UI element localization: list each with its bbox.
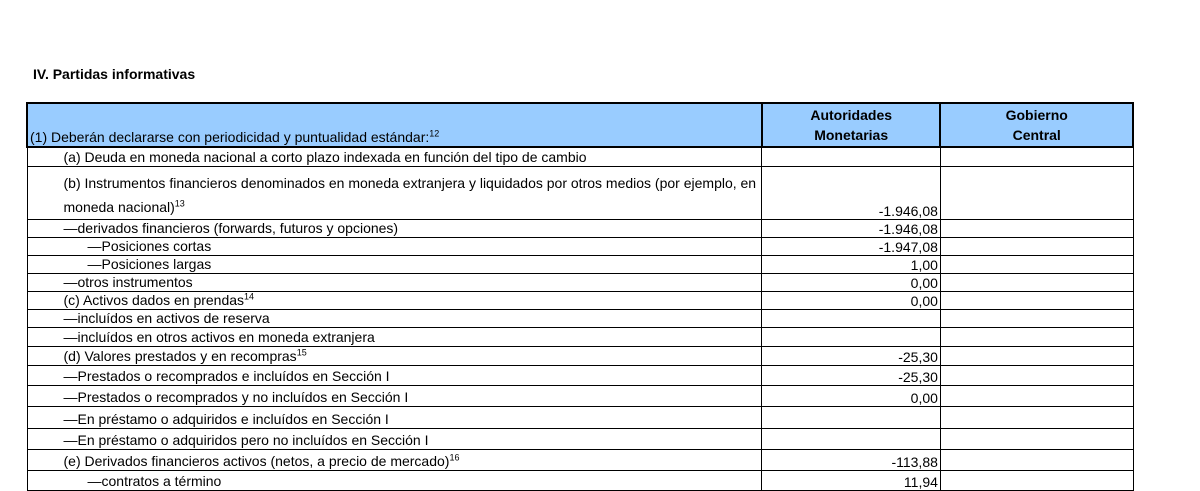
row-label: (c) Activos dados en prendas$^{14}$ xyxy=(27,291,762,309)
row-label: (b) Instrumentos financieros denominados en moneda extranjera y liquidados por otros medios (por ejemplo, en moneda nacional)$^{13}$ xyxy=(27,166,762,219)
header-central-government xyxy=(940,103,1133,147)
row-label: —En préstamo o adquiridos pero no incluídos en Sección I xyxy=(27,428,762,449)
header-label-cell xyxy=(27,103,762,147)
table-row xyxy=(27,449,1133,470)
row-am-value: -1.946,08 xyxy=(762,166,940,219)
header-col1-line1: Autoridades xyxy=(810,107,893,123)
row-am-value xyxy=(762,327,940,346)
header-footnote: 12 xyxy=(429,128,440,139)
row-label: —contratos a término xyxy=(27,470,762,490)
table-row xyxy=(27,346,1133,365)
table-row xyxy=(27,327,1133,346)
row-label: (d) Valores prestados y en recompras$^{15}$ xyxy=(27,346,762,365)
table-row xyxy=(27,428,1133,449)
row-am-value xyxy=(762,406,940,428)
table-row xyxy=(27,470,1133,490)
header-label: (1) Deberán declararse con periodicidad y puntualidad estándar: xyxy=(30,129,430,145)
row-label: —Posiciones cortas xyxy=(27,237,762,255)
row-am-value xyxy=(762,147,940,166)
row-am-value: -1.947,08 xyxy=(762,237,940,255)
table-row xyxy=(27,219,1133,237)
row-gc-value xyxy=(940,327,1133,346)
table-row xyxy=(27,365,1133,385)
row-gc-value xyxy=(940,346,1133,365)
row-label: —incluídos en activos de reserva xyxy=(27,309,762,327)
row-am-value: 0,00 xyxy=(762,291,940,309)
row-gc-value xyxy=(940,428,1133,449)
row-gc-value xyxy=(940,406,1133,428)
row-gc-value xyxy=(940,166,1133,219)
row-gc-value xyxy=(940,365,1133,385)
header-col1-line2: Monetarias xyxy=(814,127,889,143)
row-gc-value xyxy=(940,470,1133,490)
row-am-value: 11,94 xyxy=(762,470,940,490)
table-row xyxy=(27,237,1133,255)
row-am-value xyxy=(762,428,940,449)
row-gc-value xyxy=(940,147,1133,166)
header-monetary-authorities xyxy=(762,103,940,147)
table-row xyxy=(27,385,1133,406)
row-gc-value xyxy=(940,291,1133,309)
header-col2-line2: Central xyxy=(1012,127,1061,143)
table-row xyxy=(27,273,1133,291)
row-gc-value xyxy=(940,309,1133,327)
row-am-value: -113,88 xyxy=(762,449,940,470)
row-label: (e) Derivados financieros activos (netos, a precio de mercado)$^{16}$ xyxy=(27,449,762,470)
row-gc-value xyxy=(940,255,1133,273)
row-am-value: 0,00 xyxy=(762,273,940,291)
row-label: —derivados financieros (forwards, futuros y opciones) xyxy=(27,219,762,237)
row-label: —Prestados o recomprados y no incluídos en Sección I xyxy=(27,385,762,406)
row-am-value: 1,00 xyxy=(762,255,940,273)
row-label: —otros instrumentos xyxy=(27,273,762,291)
table-row xyxy=(27,309,1133,327)
row-label: —Prestados o recomprados e incluídos en Sección I xyxy=(27,365,762,385)
row-gc-value xyxy=(940,385,1133,406)
table-row xyxy=(27,255,1133,273)
table-row xyxy=(27,147,1133,166)
row-label: —incluídos en otros activos en moneda extranjera xyxy=(27,327,762,346)
row-am-value xyxy=(762,309,940,327)
row-am-value: -25,30 xyxy=(762,365,940,385)
table-header-row xyxy=(27,103,1133,147)
row-gc-value xyxy=(940,237,1133,255)
row-label: —En préstamo o adquiridos e incluídos en Sección I xyxy=(27,406,762,428)
row-label: (a) Deuda en moneda nacional a corto plazo indexada en función del tipo de cambio xyxy=(27,147,762,166)
header-col2-line1: Gobierno xyxy=(1005,107,1068,123)
row-label: —Posiciones largas xyxy=(27,255,762,273)
informative-items-table xyxy=(26,102,1134,491)
row-gc-value xyxy=(940,219,1133,237)
row-gc-value xyxy=(940,449,1133,470)
row-am-value: -25,30 xyxy=(762,346,940,365)
row-am-value: 0,00 xyxy=(762,385,940,406)
row-gc-value xyxy=(940,273,1133,291)
section-title: IV. Partidas informativas xyxy=(33,66,196,82)
table-row xyxy=(27,406,1133,428)
table-row xyxy=(27,166,1133,219)
row-am-value: -1.946,08 xyxy=(762,219,940,237)
table-row xyxy=(27,291,1133,309)
